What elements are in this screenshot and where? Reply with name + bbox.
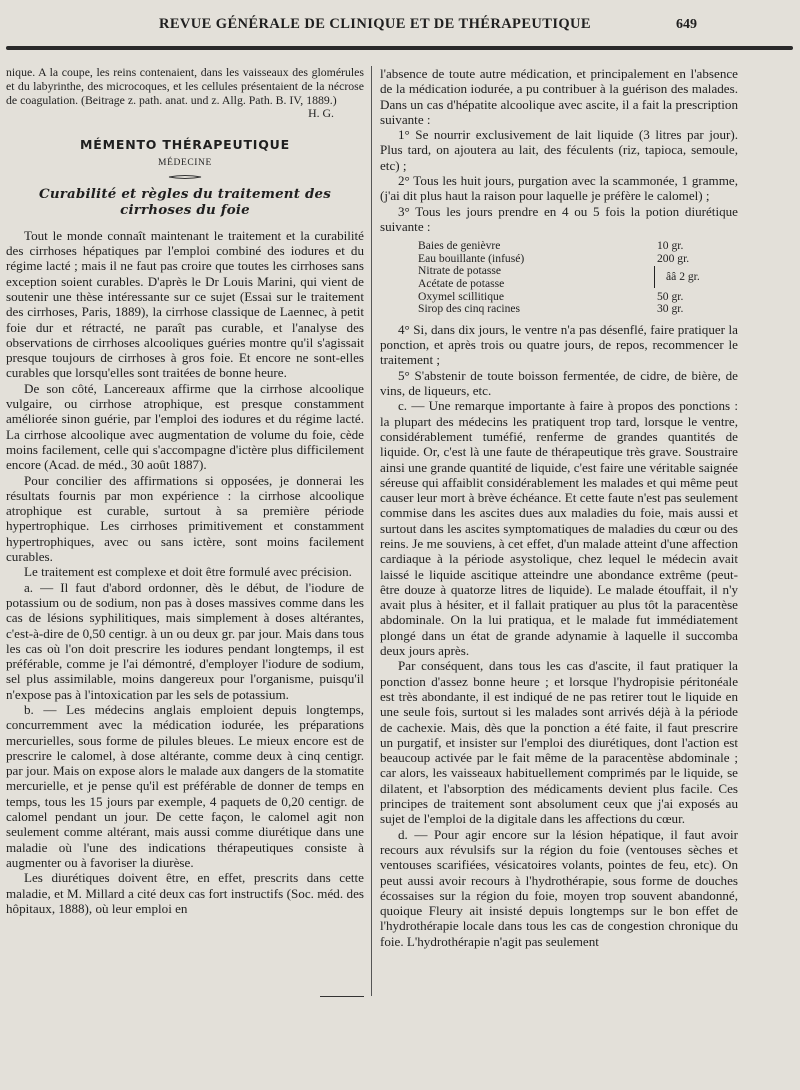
right-column (380, 66, 738, 949)
paragraph: 3° Tous les jours prendre en 4 ou 5 fois la potion diurétique suivante : (380, 203, 738, 234)
paragraph: Tout le monde connaît maintenant le traitement et la curabilité des cirrhoses hépatiques par l'emploi combiné des iodures et du régime lacté ; mais il ne faut pas croire que toutes les cirrhoses sans exception soient curables. D'après le Dr Louis Marini, qui vient de soutenir une thèse intéressante sur ce sujet (Essai sur le traitement des cirrhoses, Paris, 1889), la cirrhose classique de Laennec, à petit foie dur et rétracté, ne paraît pas curable, et l'analyse des observations de cirrhoses alcooliques guéries montre qu'il s'agissait presque toujours de cirrhoses à gros foie. Et encore ne sont-elles curables que lorsqu'elles sont traitées de bonne heure. (6, 227, 364, 381)
brace-group (418, 265, 713, 290)
ingredient: Nitrate de potasse (418, 264, 502, 278)
ingredient: Acétate de potasse (418, 277, 505, 291)
column-separator (371, 66, 372, 996)
left-column (6, 66, 364, 916)
header-rule (6, 46, 793, 50)
prescription-table (418, 240, 713, 316)
brace-mark (654, 266, 659, 288)
paragraph: 1° Se nourrir exclusivement de lait liquide (3 litres par jour). Plus tard, on ajoutera au lait, des féculents (riz, tapioca, semoule, etc) ; (380, 127, 738, 173)
paragraph: Pour concilier des affirmations si opposées, je donnerai les résultats fournis par mon expérience : la cirrhose alcoolique atrophique est curable, surtout à sa première période hypertrophique. Les cirrhoses primitivement et constamment hypertrophiques, avec ou sans ictère, sont moins facilement curables. (6, 472, 364, 565)
shared-dose: ââ 2 gr. (666, 270, 700, 284)
dose: 50 gr. (657, 289, 684, 303)
previous-article-ending (6, 66, 364, 121)
paragraph: De son côté, Lancereaux affirme que la cirrhose alcoolique vulgaire, ou cirrhose atrophique, est presque constamment améliorée sinon guérie, par l'emploi des iodures et du régime lacté. La cirrhose alcoolique avec augmentation de volume du foie, cède moins facilement, celle qui s'accompagne d'ictère plus difficilement encore (Acad. de méd., 30 août 1887). (6, 380, 364, 473)
paragraph: b. — Les médecins anglais emploient depuis longtemps, concurremment avec la médication iodurée, les préparations mercurielles, sous forme de pilules bleues. Le mieux encore est de prescrire le calomel, à dose altérante, comme deux à cinq centigr. par jour. Mais on expose alors le malade aux dangers de la stomatite mercurielle, et je pense qu'il est préférable de donner de temps en temps, tous les 15 jours par exemple, 4 paquets de 0,20 centigr. de calomel pendant un jour. De cette façon, le calomel agit non seulement comme altérant, mais aussi comme diurétique dans une maladie où l'une des indications thérapeutiques consiste à augmenter ou à favoriser la diurèse. (6, 701, 364, 870)
journal-title: REVUE GÉNÉRALE DE CLINIQUE ET DE THÉRAPEUTIQUE (158, 16, 591, 32)
ingredient: Sirop des cinq racines (418, 302, 521, 316)
dose: 10 gr. (657, 239, 684, 253)
paragraph: l'absence de toute autre médication, et principalement en l'absence de la médication iodurée, a pu contribuer à la guérison des malades. Dans un cas d'hépatite alcoolique avec ascite, il a fait la prescription suivante : (380, 66, 738, 127)
paragraph: c. — Une remarque importante à faire à propos des ponctions : la plupart des médecins les pratiquent trop tard, lorsque le ventre, considérablement tuméfié, renferme de grandes quantités de liquide. Or, c'est là une faute de thérapeutique très grave. Soustraire ainsi une grande quantité de liquide, c'est faire une véritable saignée séreuse qui affaiblit considérablement les malades et qui même peut causer leur mort à brève échéance. Et cette faute n'est pas seulement commise dans les ascites dues aux maladies du foie, mais aussi et surtout dans les ascites symptomatiques de maladies du cœur ou des reins. Je me souviens, à cet effet, d'un malade atteint d'une affection cardiaque à la période asystolique, chez lequel le médecin avait laissé le liquide ascitique atteindre une abondance extrême (peut-être douze à quatorze litres de liquide). Le malade étouffait, il n'y avait plus à hésiter, et il fallait pratiquer au plus tôt la paracentèse abdominale. On la lui pratiqua, et le malade fut immédiatement plongé dans un état de grande adynamie à laquelle il succomba deux jours après. (380, 398, 738, 659)
section-subhead: MÉDECINE (158, 158, 212, 169)
running-head (0, 14, 800, 38)
ornament-divider (167, 174, 203, 180)
prescription-row (418, 303, 713, 316)
continuation-rule (320, 996, 364, 997)
paragraph: a. — Il faut d'abord ordonner, dès le début, de l'iodure de potassium ou de sodium, non pas à doses massives comme dans les cas de lésions syphilitiques, mais simplement à doses altérantes, c'est-à-dire de 0,50 centigr. à un ou deux gr. par jour. Mais dans tous les cas où l'on doit prescrire les iodures pendant longtemps, il est préférable, comme je l'ai démontré, d'employer l'iodure de sodium, sel plus assimilable, moins dangereux pour l'organisme, puisqu'il n'expose pas à l'intoxication par les sels de potassium. (6, 579, 364, 702)
ingredient: Eau bouillante (infusé) (418, 251, 525, 265)
paragraph: Le traitement est complexe et doit être formulé avec précision. (24, 564, 352, 580)
page-number: 649 (676, 17, 697, 32)
paragraph: d. — Pour agir encore sur la lésion hépatique, il faut avoir recours aux révulsifs sur la région du foie (ventouses sèches et ventouses scarifiées, vésicatoires volants, pointes de feu, etc). On peut aussi avoir recours à l'hydrothérapie, sous forme de douches écossaises sur la région du foie, moyen trop souvent abandonné, quoique Fleury ait insisté depuis longtemps sur le bon effet de l'hydrothérapie locale dans tous les cas de congestion chronique du foie. L'hydrothérapie n'agit pas seulement (380, 826, 738, 949)
previous-article-text: nique. A la coupe, les reins contenaient, dans les vaisseaux des glomérules et du labyrinthe, des microcoques, et les cellules présentaient de la nécrose de coagulation. (Beitrage z. path. anat. und z. Allg. Path. B. IV, 1889.) (6, 65, 364, 107)
article-title: Curabilité et règles du traitement des cirrhoses du foie (39, 185, 331, 218)
section-title: MÉMENTO THÉRAPEUTIQUE (80, 137, 290, 153)
paragraph: 4° Si, dans dix jours, le ventre n'a pas désenflé, faire pratiquer la ponction, et après trois ou quatre jours, de repos, recommencer le traitement ; (380, 321, 738, 368)
dose: 200 gr. (657, 251, 690, 265)
ingredient: Baies de genièvre (418, 239, 501, 253)
ingredient: Oxymel scillitique (418, 289, 504, 303)
paragraph: Les diurétiques doivent être, en effet, prescrits dans cette maladie, et M. Millard a cité deux cas fort instructifs (Soc. méd. des hôpitaux, 1888), où leur emploi en (6, 870, 364, 916)
paragraph: 5° S'abstenir de toute boisson fermentée, de cidre, de bière, de vins, de liqueurs, etc. (380, 367, 738, 399)
dose: 30 gr. (657, 302, 684, 316)
prescription-row (418, 240, 713, 253)
author-initials: H. G. (308, 106, 334, 121)
paragraph: 2° Tous les huit jours, purgation avec la scammonée, 1 gramme, (j'ai dit plus haut la raison pour laquelle je préfère le calomel) ; (380, 173, 738, 204)
paragraph: Par conséquent, dans tous les cas d'ascite, il faut pratiquer la ponction d'assez bonne heure ; et lorsque l'hydropisie péritonéale est très abondante, il est indiqué de ne pas retirer tout le liquide en une seule fois, surtout si les malades sont arrivés déjà à la période de cachexie. Mais, dès que la ponction a été faite, il faut prescrire un purgatif, et insister sur l'emploi des diurétiques, dont l'action est beaucoup activée par le fait même de la paracentèse abdominale ; car alors, les vaisseaux habituellement comprimés par le liquide, se dilatent, et l'absorption des médicaments devient plus facile. Ces principes de traitement sont absolument ceux que j'ai exposés au sujet de l'emploi de la digitale dans les affections du cœur. (380, 658, 738, 827)
